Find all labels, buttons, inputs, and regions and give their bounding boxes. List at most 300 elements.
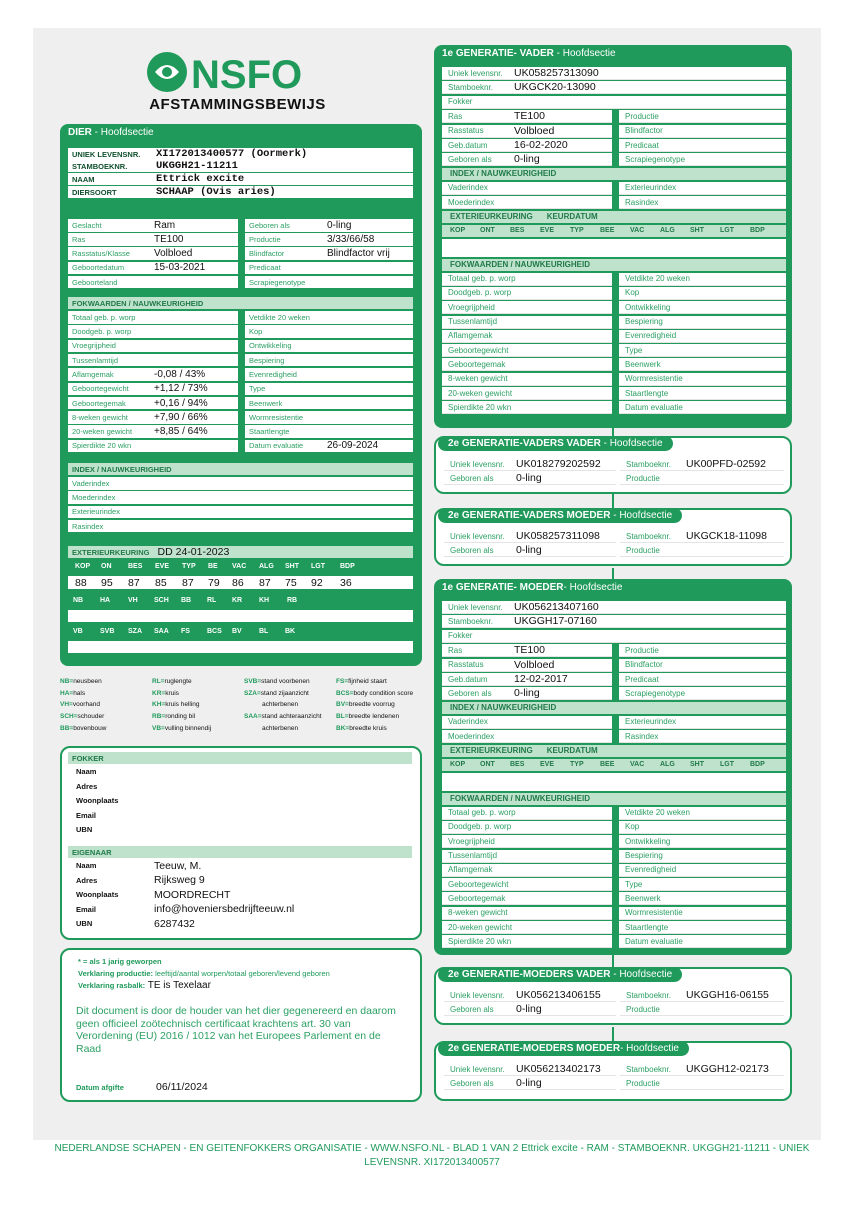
fok-label: Beenwerk [249, 398, 283, 408]
ext-code: EVE [540, 227, 555, 235]
ext-code: KOP [75, 563, 91, 570]
index-label: Exterieurindex [72, 507, 120, 517]
ext-code: BES [128, 563, 143, 570]
ext-code: BV [232, 628, 242, 635]
field-label: Evenredigheid [625, 865, 677, 875]
field-label: Productie [626, 473, 660, 483]
field-label: Vetdikte 20 weken [625, 808, 690, 818]
info-value: Blindfactor vrij [327, 248, 390, 260]
legend-item: SCH=schouder [60, 713, 105, 721]
field-label: Stamboeknr. [626, 459, 671, 469]
index-left [442, 182, 612, 195]
ext-date: DD 24-01-2023 [157, 546, 230, 558]
index-title: INDEX / NAUWKEURIGHEID [442, 168, 786, 180]
ext-code: ONT [480, 761, 495, 769]
ext-code: VB [73, 628, 83, 635]
field-value: UK00PFD-02592 [686, 458, 766, 470]
dier-fok-left [68, 411, 238, 424]
row-value: info@hoveniersbedrijfteeuw.nl [154, 903, 295, 916]
dier-info-left [68, 276, 238, 289]
ext-value: 79 [208, 577, 220, 589]
legend-column [244, 676, 336, 735]
fok-label: Staartlengte [249, 427, 290, 437]
info-label: Geboortedatum [72, 263, 125, 273]
field-label: Geboren als [450, 473, 494, 483]
fok-right [619, 287, 786, 300]
datum-afgifte-value: 06/11/2024 [156, 1081, 208, 1093]
fokker-row [68, 809, 412, 822]
fokker-row [68, 780, 412, 793]
dier-fok-right [245, 311, 413, 324]
gp-stamboek [620, 458, 784, 471]
gp-stamboek [620, 1063, 784, 1076]
ext-code: BL [259, 628, 269, 635]
field-label: Aflamgemak [448, 865, 493, 875]
fok-label: Vetdikte 20 weken [249, 312, 310, 322]
info-value: Ram [154, 219, 176, 231]
legend-item: SVB=stand voorbenen [244, 678, 310, 685]
fok-left [442, 807, 612, 820]
parent-right [619, 659, 786, 672]
fok-left [442, 316, 612, 329]
grandparent-header: 2e GENERATIE-VADERS VADER - Hoofdsectie [438, 436, 673, 451]
field-label: Beenwerk [625, 893, 661, 903]
fok-right [619, 878, 786, 891]
ext-value: 92 [311, 577, 323, 589]
field-label: Uniek levensnr. [450, 459, 505, 469]
field-label: Fokker [448, 631, 473, 641]
field-label: Tussenlamtijd [448, 317, 498, 326]
connector [612, 955, 614, 967]
uniek-row [442, 67, 786, 80]
fok-left [442, 373, 612, 386]
dier-fok-left [68, 383, 238, 396]
info-value: 0-ling [327, 219, 352, 231]
gp-uniek [444, 989, 616, 1002]
legend-item: SZA=stand zijaanzicht [244, 689, 309, 697]
field-value: 0-ling [516, 1003, 542, 1015]
field-label: Moederindex [448, 731, 495, 741]
parent-right [619, 687, 786, 700]
field-label: Ontwikkeling [625, 302, 671, 312]
field-value: UKGGH12-02173 [686, 1063, 769, 1075]
field-value: 0-ling [516, 1077, 542, 1089]
fok-value: 26-09-2024 [327, 440, 379, 452]
eigenaar-row [68, 888, 412, 901]
fok-right [619, 892, 786, 905]
ext-code: LGT [311, 563, 325, 570]
gp-uniek [444, 1063, 616, 1076]
field-value: UK058257313090 [514, 67, 599, 79]
ext-code: BEE [600, 227, 615, 235]
row-label: Woonplaats [76, 890, 119, 900]
disclaimer: Dit document is door de houder van het dier gegenereerd en daarom geen officieel zoötechnisch certificaat krachtens art. 30 van Verordening (EU) 2016 / 1012 van het Europees Parlement en de Raad [76, 1005, 396, 1055]
ext-value: 88 [75, 577, 87, 589]
gp-uniek [444, 458, 616, 471]
index-left [442, 196, 612, 209]
ext-code: LGT [720, 227, 734, 235]
field-label: Doodgeb. p. worp [448, 822, 512, 832]
grandparent-header: 2e GENERATIE-MOEDERS VADER - Hoofdsectie [438, 967, 682, 982]
legend-item: NB=neusbeen [60, 678, 102, 685]
dier-fok-left [68, 440, 238, 453]
legend-item: RL=ruglengte [152, 678, 192, 685]
index-right [619, 182, 786, 195]
field-label: Totaal geb. p. worp [448, 808, 516, 818]
info-label: Scrapiegenotype [249, 277, 306, 287]
field-label: Ras [448, 645, 463, 655]
dier-id-row [68, 160, 413, 172]
info-label: Geboorteland [72, 277, 118, 287]
fok-left [442, 401, 612, 414]
ext-value: 36 [340, 577, 352, 589]
field-label: Stamboeknr. [626, 990, 671, 1000]
fok-right [619, 316, 786, 329]
field-label: Uniek levensnr. [448, 602, 503, 612]
index-label: Rasindex [72, 521, 104, 531]
eigenaar-title: EIGENAAR [68, 846, 412, 858]
fok-value: +7,90 / 66% [154, 411, 208, 423]
field-label: Rasstatus [448, 660, 484, 670]
field-label: Geboren als [448, 688, 492, 698]
field-label: Exterieurindex [625, 717, 677, 727]
field-label: Datum evaluatie [625, 936, 683, 946]
legend-item: BB=bovenbouw [60, 724, 107, 732]
field-label: Aflamgemak [448, 331, 493, 341]
field-label: Geboortegewicht [448, 345, 509, 355]
dier-fok-right [245, 354, 413, 367]
info-value: 15-03-2021 [154, 262, 206, 274]
fok-left [442, 287, 612, 300]
ext-code: BDP [750, 761, 765, 769]
dier-fok-right [245, 383, 413, 396]
connector [612, 1027, 614, 1041]
ext-code: SAA [154, 628, 169, 635]
field-value: 12-02-2017 [514, 673, 568, 685]
field-label: Stamboeknr. [626, 531, 671, 541]
ext-code: BK [285, 628, 296, 635]
fok-label: Spierdikte 20 wkn [72, 441, 132, 451]
info-value: 3/33/66/58 [327, 233, 375, 245]
field-label: Scrapiegenotype [625, 688, 686, 698]
fok-right [619, 387, 786, 400]
fok-value: +0,16 / 94% [154, 397, 208, 409]
fok-label: Totaal geb. p. worp [72, 312, 136, 322]
fok-value: -0,08 / 43% [154, 368, 206, 380]
gp-productie [620, 544, 784, 557]
ext-value: 86 [232, 577, 244, 589]
field-label: Vroegrijpheid [448, 836, 495, 846]
index-label: Moederindex [72, 493, 116, 503]
field-label: Wormresistentie [625, 374, 683, 384]
parent-left [442, 153, 612, 166]
fok-left [442, 821, 612, 834]
note-1: * = als 1 jarig geworpen [78, 957, 162, 966]
document-title: AFSTAMMINGSBEWIJS [149, 96, 326, 113]
field-label: Tussenlamtijd [448, 851, 498, 860]
fok-label: Evenredigheid [249, 369, 297, 379]
fok-right [619, 821, 786, 834]
gp-productie [620, 472, 784, 485]
fokker-row [442, 630, 786, 643]
legend-item: achterbenen [262, 724, 299, 732]
parent-left [442, 110, 612, 123]
dier-id-row [68, 173, 413, 185]
dier-id-value: UKGGH21-11211 [156, 160, 238, 172]
dier-fok-right [245, 397, 413, 410]
dier-info-left [68, 247, 238, 260]
spacer [442, 239, 786, 257]
fokker-row [442, 96, 786, 109]
ext-values-row [68, 641, 413, 653]
gp-productie [620, 1003, 784, 1016]
field-label: 20-weken gewicht [448, 922, 513, 932]
field-value: UK056213402173 [516, 1063, 601, 1075]
row-value: MOORDRECHT [154, 888, 231, 901]
legend-column [152, 676, 244, 735]
field-label: Stamboeknr. [448, 82, 493, 92]
field-label: Uniek levensnr. [450, 531, 505, 541]
field-value: UK058257311098 [516, 530, 600, 542]
index-right [619, 730, 786, 743]
field-label: Geb.datum [448, 140, 488, 150]
ext-value: 75 [285, 577, 297, 589]
dier-fok-right [245, 425, 413, 438]
field-label: Geb.datum [448, 674, 488, 684]
field-label: Blindfactor [625, 126, 663, 136]
fok-right [619, 907, 786, 920]
fok-right [619, 835, 786, 848]
parent-right [619, 110, 786, 123]
row-value: Rijksweg 9 [154, 874, 205, 887]
legend-item: VB=vulling binnendij [152, 724, 212, 732]
dier-index-row [68, 491, 413, 504]
footer: NEDERLANDSE SCHAPEN - EN GEITENFOKKERS ORGANISATIE - WWW.NSFO.NL - BLAD 1 VAN 2 Ettrick excite - RAM - STAMBOEKNR. UKGGH21-11211 - UNIEK LEVENSNR. XI172013400577 [54, 1143, 810, 1168]
ext-title: EXTERIEURKEURING KEURDATUM [442, 211, 786, 223]
ext-code: LGT [720, 761, 734, 769]
dier-ext-title: EXTERIEURKEURING DD 24-01-2023 [68, 546, 413, 558]
ext-code: BCS [207, 628, 222, 635]
field-label: Rasindex [625, 731, 659, 741]
gp-stamboek [620, 530, 784, 543]
field-label: Ras [448, 111, 463, 121]
gp-geboren [444, 1077, 616, 1090]
legend-item: BCS=body condition score [336, 689, 414, 697]
stamboek-row [442, 615, 786, 628]
dier-header: DIER - Hoofdsectie [68, 127, 154, 138]
dier-id-label: DIERSOORT [72, 187, 117, 197]
fok-label: Type [249, 384, 266, 394]
index-title: INDEX / NAUWKEURIGHEID [442, 702, 786, 714]
field-value: UK018279202592 [516, 458, 601, 470]
info-value: TE100 [154, 233, 184, 245]
fok-right [619, 330, 786, 343]
ext-code: TYP [570, 227, 584, 235]
fokker-row [68, 823, 412, 836]
dier-fok-left [68, 368, 238, 381]
parent-left [442, 673, 612, 686]
fok-label: Geboortegewicht [72, 384, 129, 394]
dier-info-right [245, 262, 413, 275]
dier-index-title: INDEX / NAUWKEURIGHEID [68, 463, 413, 475]
index-left [442, 716, 612, 729]
connector [612, 428, 614, 436]
fok-value: +1,12 / 73% [154, 383, 208, 395]
field-label: 8-weken gewicht [448, 374, 508, 384]
dier-info-right [245, 247, 413, 260]
field-label: Doodgeb. p. worp [448, 288, 512, 298]
field-value: UKGGH16-06155 [686, 989, 769, 1001]
fok-label: 8-weken gewicht [72, 412, 128, 422]
ext-value: 95 [101, 577, 113, 589]
legend-item: BL=breedte lendenen [336, 713, 400, 721]
ext-values-row [68, 610, 413, 622]
datum-afgifte-row: Datum afgifte 06/11/2024 [68, 1080, 413, 1094]
field-label: Vroegrijpheid [448, 302, 495, 312]
row-label: Woonplaats [76, 796, 119, 806]
field-label: Predicaat [625, 674, 659, 684]
parent-left [442, 659, 612, 672]
field-label: Blindfactor [625, 660, 663, 670]
dier-info-left [68, 233, 238, 246]
eigenaar-row [68, 859, 412, 872]
fok-right [619, 807, 786, 820]
fok-left [442, 301, 612, 314]
field-label: Geboortegemak [448, 359, 506, 369]
ext-code: SCH [154, 597, 169, 604]
field-label: Uniek levensnr. [450, 990, 505, 1000]
info-value: Volbloed [154, 248, 193, 260]
legend-item: HA=hals [60, 689, 86, 697]
parent-right [619, 673, 786, 686]
ext-code: EVE [540, 761, 555, 769]
ext-code: TYP [570, 761, 584, 769]
index-right [619, 716, 786, 729]
field-label: Type [625, 879, 643, 889]
field-label: Productie [626, 545, 660, 555]
field-label: Beenwerk [625, 359, 661, 369]
ext-code: KR [232, 597, 243, 604]
dier-fok-right [245, 340, 413, 353]
fok-title: FOKWAARDEN / NAUWKEURIGHEID [442, 793, 786, 805]
fok-label: Wormresistentie [249, 412, 304, 422]
fok-left [442, 387, 612, 400]
fok-left [442, 330, 612, 343]
field-value: 16-02-2020 [514, 139, 568, 151]
fok-left [442, 935, 612, 948]
note-2: Verklaring productie: leeftijd/aantal worpen/totaal geboren/levend geboren [78, 969, 330, 978]
dier-id-value: Ettrick excite [156, 173, 245, 185]
field-label: Predicaat [625, 140, 659, 150]
parent-left [442, 139, 612, 152]
legend-item: FS=fijnheid staart [336, 678, 387, 685]
parent-left [442, 644, 612, 657]
dier-id-value: XI172013400577 (Oormerk) [156, 148, 308, 160]
field-label: Totaal geb. p. worp [448, 274, 516, 284]
dier-info-left [68, 262, 238, 275]
ext-code: VAC [232, 563, 247, 570]
field-label: Geboren als [450, 1078, 494, 1088]
ext-code: SHT [690, 227, 704, 235]
spacer [442, 773, 786, 791]
fok-left [442, 878, 612, 891]
dier-fok-right [245, 411, 413, 424]
row-label: Adres [76, 875, 98, 885]
field-value: 0-ling [514, 153, 540, 166]
field-value: UK056213407160 [514, 601, 599, 613]
row-label: Adres [76, 781, 98, 791]
fokker-row [68, 765, 412, 778]
fok-label: 20-weken gewicht [72, 427, 133, 437]
fok-left [442, 907, 612, 920]
eigenaar-row [68, 903, 412, 916]
ext-code: TYP [182, 563, 196, 570]
fok-right [619, 373, 786, 386]
dier-index-row [68, 477, 413, 490]
field-label: Spierdikte 20 wkn [448, 936, 512, 946]
field-label: 20-weken gewicht [448, 388, 513, 398]
field-value: Volbloed [514, 658, 555, 671]
legend-item: BV=breedte voorrug [336, 701, 395, 709]
dier-id-label: NAAM [72, 174, 95, 184]
ext-value: 87 [259, 577, 271, 589]
legend-item: SAA=stand achteraanzicht [244, 713, 322, 721]
fok-left [442, 273, 612, 286]
fok-label: Doodgeb. p. worp [72, 327, 132, 337]
connector [612, 494, 614, 508]
field-label: 8-weken gewicht [448, 908, 508, 918]
field-label: Productie [625, 645, 659, 655]
parent-left [442, 125, 612, 138]
dier-fok-right [245, 440, 413, 453]
dier-fok-left [68, 397, 238, 410]
field-label: Ontwikkeling [625, 836, 671, 846]
field-label: Moederindex [448, 197, 495, 207]
info-label: Blindfactor [249, 249, 285, 259]
dier-id-label: UNIEK LEVENSNR. [72, 149, 141, 159]
field-value: TE100 [514, 110, 545, 123]
parent-right [619, 153, 786, 166]
legend-item: RB=ronding bil [152, 713, 196, 721]
field-label: Productie [626, 1078, 660, 1088]
fok-right [619, 358, 786, 371]
gp-stamboek [620, 989, 784, 1002]
index-label: Vaderindex [72, 478, 110, 488]
field-label: Geboortegewicht [448, 879, 509, 889]
ext-code: ALG [259, 563, 274, 570]
ext-code: KOP [450, 761, 466, 769]
ext-code: FS [181, 628, 190, 635]
fokker-row [68, 794, 412, 807]
row-label: Email [76, 904, 97, 914]
legend-column [60, 676, 152, 735]
ext-code: HA [100, 597, 111, 604]
ext-code: BB [181, 597, 192, 604]
fok-left [442, 921, 612, 934]
dier-info-left [68, 219, 238, 232]
ext-value: 85 [155, 577, 167, 589]
vader-header: 1e GENERATIE- VADER - Hoofdsectie [442, 48, 616, 59]
field-label: Rasindex [625, 197, 659, 207]
eigenaar-row [68, 874, 412, 887]
ext-code: RB [287, 597, 298, 604]
field-value: UKGGH17-07160 [514, 615, 597, 628]
row-label: Naam [76, 767, 97, 776]
ext-code: NB [73, 597, 84, 604]
field-label: Geboortegemak [448, 893, 506, 903]
field-label: Scrapiegenotype [625, 154, 686, 164]
field-label: Kop [625, 822, 640, 832]
